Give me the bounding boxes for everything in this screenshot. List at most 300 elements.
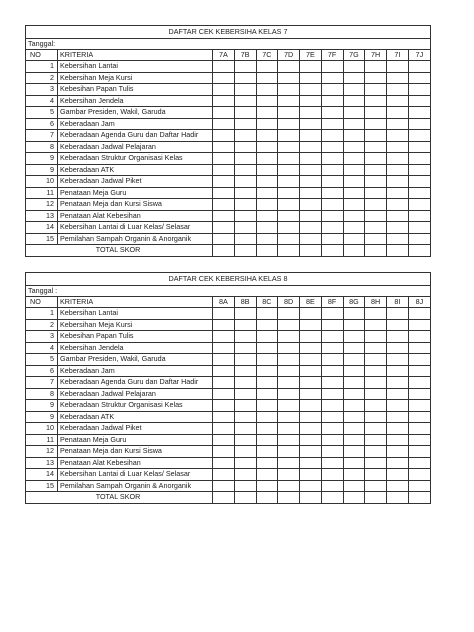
score-cell[interactable] <box>408 84 430 96</box>
score-cell[interactable] <box>408 457 430 469</box>
score-cell[interactable] <box>256 423 278 435</box>
score-cell[interactable] <box>365 222 387 234</box>
score-cell[interactable] <box>387 107 409 119</box>
score-cell[interactable] <box>234 210 256 222</box>
total-cell[interactable] <box>365 245 387 256</box>
score-cell[interactable] <box>408 210 430 222</box>
score-cell[interactable] <box>365 469 387 481</box>
score-cell[interactable] <box>387 469 409 481</box>
score-cell[interactable] <box>256 61 278 73</box>
score-cell[interactable] <box>387 72 409 84</box>
score-cell[interactable] <box>278 446 300 458</box>
score-cell[interactable] <box>256 354 278 366</box>
score-cell[interactable] <box>278 423 300 435</box>
score-cell[interactable] <box>343 388 365 400</box>
score-cell[interactable] <box>278 457 300 469</box>
score-cell[interactable] <box>387 176 409 188</box>
score-cell[interactable] <box>343 434 365 446</box>
score-cell[interactable] <box>321 480 343 492</box>
score-cell[interactable] <box>343 423 365 435</box>
score-cell[interactable] <box>387 210 409 222</box>
score-cell[interactable] <box>300 400 322 412</box>
score-cell[interactable] <box>321 95 343 107</box>
score-cell[interactable] <box>300 434 322 446</box>
score-cell[interactable] <box>343 377 365 389</box>
score-cell[interactable] <box>256 365 278 377</box>
score-cell[interactable] <box>343 233 365 245</box>
score-cell[interactable] <box>213 61 235 73</box>
score-cell[interactable] <box>408 342 430 354</box>
score-cell[interactable] <box>213 308 235 320</box>
total-cell[interactable] <box>321 492 343 503</box>
score-cell[interactable] <box>256 400 278 412</box>
score-cell[interactable] <box>408 153 430 165</box>
score-cell[interactable] <box>278 354 300 366</box>
score-cell[interactable] <box>343 400 365 412</box>
score-cell[interactable] <box>300 354 322 366</box>
score-cell[interactable] <box>387 319 409 331</box>
score-cell[interactable] <box>408 377 430 389</box>
score-cell[interactable] <box>343 331 365 343</box>
score-cell[interactable] <box>278 118 300 130</box>
score-cell[interactable] <box>387 95 409 107</box>
score-cell[interactable] <box>321 107 343 119</box>
score-cell[interactable] <box>387 308 409 320</box>
score-cell[interactable] <box>387 153 409 165</box>
score-cell[interactable] <box>343 446 365 458</box>
score-cell[interactable] <box>365 95 387 107</box>
score-cell[interactable] <box>300 331 322 343</box>
score-cell[interactable] <box>387 164 409 176</box>
score-cell[interactable] <box>343 457 365 469</box>
score-cell[interactable] <box>365 434 387 446</box>
score-cell[interactable] <box>365 176 387 188</box>
score-cell[interactable] <box>365 400 387 412</box>
score-cell[interactable] <box>387 199 409 211</box>
score-cell[interactable] <box>278 319 300 331</box>
score-cell[interactable] <box>300 95 322 107</box>
score-cell[interactable] <box>234 388 256 400</box>
score-cell[interactable] <box>321 446 343 458</box>
score-cell[interactable] <box>387 423 409 435</box>
score-cell[interactable] <box>321 469 343 481</box>
score-cell[interactable] <box>365 233 387 245</box>
score-cell[interactable] <box>234 95 256 107</box>
score-cell[interactable] <box>256 107 278 119</box>
score-cell[interactable] <box>321 72 343 84</box>
score-cell[interactable] <box>387 84 409 96</box>
score-cell[interactable] <box>408 72 430 84</box>
score-cell[interactable] <box>256 233 278 245</box>
score-cell[interactable] <box>234 354 256 366</box>
score-cell[interactable] <box>278 388 300 400</box>
score-cell[interactable] <box>256 118 278 130</box>
score-cell[interactable] <box>365 457 387 469</box>
score-cell[interactable] <box>343 199 365 211</box>
total-cell[interactable] <box>213 245 235 256</box>
score-cell[interactable] <box>408 308 430 320</box>
score-cell[interactable] <box>365 84 387 96</box>
score-cell[interactable] <box>387 222 409 234</box>
score-cell[interactable] <box>343 319 365 331</box>
score-cell[interactable] <box>213 457 235 469</box>
score-cell[interactable] <box>408 95 430 107</box>
score-cell[interactable] <box>234 141 256 153</box>
score-cell[interactable] <box>278 377 300 389</box>
score-cell[interactable] <box>387 365 409 377</box>
score-cell[interactable] <box>321 187 343 199</box>
score-cell[interactable] <box>278 222 300 234</box>
score-cell[interactable] <box>387 118 409 130</box>
score-cell[interactable] <box>300 61 322 73</box>
score-cell[interactable] <box>365 411 387 423</box>
score-cell[interactable] <box>278 308 300 320</box>
score-cell[interactable] <box>234 118 256 130</box>
score-cell[interactable] <box>256 331 278 343</box>
score-cell[interactable] <box>321 153 343 165</box>
score-cell[interactable] <box>321 176 343 188</box>
score-cell[interactable] <box>387 331 409 343</box>
score-cell[interactable] <box>408 130 430 142</box>
score-cell[interactable] <box>387 61 409 73</box>
score-cell[interactable] <box>234 308 256 320</box>
score-cell[interactable] <box>321 84 343 96</box>
score-cell[interactable] <box>234 107 256 119</box>
score-cell[interactable] <box>256 141 278 153</box>
score-cell[interactable] <box>343 107 365 119</box>
total-cell[interactable] <box>213 492 235 503</box>
score-cell[interactable] <box>256 222 278 234</box>
score-cell[interactable] <box>408 434 430 446</box>
score-cell[interactable] <box>365 61 387 73</box>
score-cell[interactable] <box>300 176 322 188</box>
score-cell[interactable] <box>387 130 409 142</box>
score-cell[interactable] <box>234 222 256 234</box>
score-cell[interactable] <box>408 354 430 366</box>
score-cell[interactable] <box>300 377 322 389</box>
score-cell[interactable] <box>278 187 300 199</box>
score-cell[interactable] <box>278 480 300 492</box>
score-cell[interactable] <box>234 164 256 176</box>
total-cell[interactable] <box>343 492 365 503</box>
score-cell[interactable] <box>321 164 343 176</box>
score-cell[interactable] <box>408 480 430 492</box>
score-cell[interactable] <box>278 84 300 96</box>
score-cell[interactable] <box>343 222 365 234</box>
score-cell[interactable] <box>321 199 343 211</box>
total-cell[interactable] <box>278 245 300 256</box>
score-cell[interactable] <box>365 164 387 176</box>
score-cell[interactable] <box>278 331 300 343</box>
score-cell[interactable] <box>278 365 300 377</box>
score-cell[interactable] <box>408 141 430 153</box>
score-cell[interactable] <box>300 423 322 435</box>
score-cell[interactable] <box>213 342 235 354</box>
score-cell[interactable] <box>365 308 387 320</box>
score-cell[interactable] <box>387 400 409 412</box>
score-cell[interactable] <box>387 434 409 446</box>
score-cell[interactable] <box>408 176 430 188</box>
score-cell[interactable] <box>256 342 278 354</box>
score-cell[interactable] <box>234 72 256 84</box>
score-cell[interactable] <box>213 400 235 412</box>
score-cell[interactable] <box>256 480 278 492</box>
total-cell[interactable] <box>234 492 256 503</box>
score-cell[interactable] <box>343 61 365 73</box>
score-cell[interactable] <box>408 331 430 343</box>
score-cell[interactable] <box>234 187 256 199</box>
score-cell[interactable] <box>365 365 387 377</box>
score-cell[interactable] <box>213 469 235 481</box>
score-cell[interactable] <box>408 388 430 400</box>
score-cell[interactable] <box>234 434 256 446</box>
score-cell[interactable] <box>408 222 430 234</box>
score-cell[interactable] <box>300 342 322 354</box>
score-cell[interactable] <box>256 446 278 458</box>
score-cell[interactable] <box>408 118 430 130</box>
score-cell[interactable] <box>343 84 365 96</box>
score-cell[interactable] <box>278 210 300 222</box>
total-cell[interactable] <box>300 492 322 503</box>
total-cell[interactable] <box>408 245 430 256</box>
score-cell[interactable] <box>365 388 387 400</box>
score-cell[interactable] <box>213 153 235 165</box>
score-cell[interactable] <box>234 61 256 73</box>
score-cell[interactable] <box>213 222 235 234</box>
score-cell[interactable] <box>213 331 235 343</box>
score-cell[interactable] <box>365 72 387 84</box>
score-cell[interactable] <box>321 61 343 73</box>
score-cell[interactable] <box>408 233 430 245</box>
score-cell[interactable] <box>408 61 430 73</box>
score-cell[interactable] <box>343 130 365 142</box>
score-cell[interactable] <box>278 176 300 188</box>
score-cell[interactable] <box>387 354 409 366</box>
score-cell[interactable] <box>234 457 256 469</box>
score-cell[interactable] <box>300 72 322 84</box>
score-cell[interactable] <box>278 72 300 84</box>
score-cell[interactable] <box>300 480 322 492</box>
score-cell[interactable] <box>300 446 322 458</box>
score-cell[interactable] <box>343 342 365 354</box>
score-cell[interactable] <box>321 423 343 435</box>
score-cell[interactable] <box>300 107 322 119</box>
score-cell[interactable] <box>234 423 256 435</box>
score-cell[interactable] <box>408 365 430 377</box>
score-cell[interactable] <box>321 118 343 130</box>
total-cell[interactable] <box>365 492 387 503</box>
score-cell[interactable] <box>234 365 256 377</box>
score-cell[interactable] <box>256 457 278 469</box>
score-cell[interactable] <box>213 118 235 130</box>
total-cell[interactable] <box>408 492 430 503</box>
score-cell[interactable] <box>365 342 387 354</box>
score-cell[interactable] <box>300 164 322 176</box>
score-cell[interactable] <box>321 434 343 446</box>
score-cell[interactable] <box>387 377 409 389</box>
score-cell[interactable] <box>278 342 300 354</box>
score-cell[interactable] <box>213 388 235 400</box>
score-cell[interactable] <box>213 411 235 423</box>
score-cell[interactable] <box>321 457 343 469</box>
score-cell[interactable] <box>256 130 278 142</box>
total-cell[interactable] <box>321 245 343 256</box>
score-cell[interactable] <box>234 480 256 492</box>
score-cell[interactable] <box>408 187 430 199</box>
score-cell[interactable] <box>300 199 322 211</box>
score-cell[interactable] <box>343 118 365 130</box>
score-cell[interactable] <box>343 187 365 199</box>
score-cell[interactable] <box>256 210 278 222</box>
score-cell[interactable] <box>234 377 256 389</box>
score-cell[interactable] <box>234 199 256 211</box>
score-cell[interactable] <box>321 308 343 320</box>
score-cell[interactable] <box>213 480 235 492</box>
score-cell[interactable] <box>408 400 430 412</box>
score-cell[interactable] <box>387 233 409 245</box>
score-cell[interactable] <box>234 84 256 96</box>
score-cell[interactable] <box>343 365 365 377</box>
score-cell[interactable] <box>300 187 322 199</box>
score-cell[interactable] <box>321 365 343 377</box>
score-cell[interactable] <box>365 331 387 343</box>
score-cell[interactable] <box>256 95 278 107</box>
score-cell[interactable] <box>213 130 235 142</box>
score-cell[interactable] <box>213 176 235 188</box>
score-cell[interactable] <box>300 469 322 481</box>
score-cell[interactable] <box>300 130 322 142</box>
score-cell[interactable] <box>321 319 343 331</box>
score-cell[interactable] <box>278 469 300 481</box>
score-cell[interactable] <box>365 118 387 130</box>
score-cell[interactable] <box>234 176 256 188</box>
score-cell[interactable] <box>321 141 343 153</box>
score-cell[interactable] <box>300 457 322 469</box>
score-cell[interactable] <box>278 107 300 119</box>
score-cell[interactable] <box>343 411 365 423</box>
score-cell[interactable] <box>213 365 235 377</box>
total-cell[interactable] <box>278 492 300 503</box>
score-cell[interactable] <box>213 199 235 211</box>
score-cell[interactable] <box>256 72 278 84</box>
score-cell[interactable] <box>300 84 322 96</box>
score-cell[interactable] <box>213 84 235 96</box>
score-cell[interactable] <box>256 153 278 165</box>
score-cell[interactable] <box>387 457 409 469</box>
score-cell[interactable] <box>321 354 343 366</box>
score-cell[interactable] <box>213 141 235 153</box>
score-cell[interactable] <box>387 446 409 458</box>
score-cell[interactable] <box>321 388 343 400</box>
score-cell[interactable] <box>213 354 235 366</box>
score-cell[interactable] <box>256 388 278 400</box>
score-cell[interactable] <box>213 446 235 458</box>
score-cell[interactable] <box>365 423 387 435</box>
score-cell[interactable] <box>321 233 343 245</box>
score-cell[interactable] <box>321 130 343 142</box>
score-cell[interactable] <box>256 377 278 389</box>
score-cell[interactable] <box>408 319 430 331</box>
score-cell[interactable] <box>321 411 343 423</box>
score-cell[interactable] <box>300 222 322 234</box>
score-cell[interactable] <box>365 153 387 165</box>
score-cell[interactable] <box>387 141 409 153</box>
score-cell[interactable] <box>300 319 322 331</box>
score-cell[interactable] <box>234 342 256 354</box>
score-cell[interactable] <box>365 354 387 366</box>
score-cell[interactable] <box>365 141 387 153</box>
score-cell[interactable] <box>343 141 365 153</box>
score-cell[interactable] <box>234 469 256 481</box>
score-cell[interactable] <box>234 411 256 423</box>
score-cell[interactable] <box>408 411 430 423</box>
score-cell[interactable] <box>365 446 387 458</box>
score-cell[interactable] <box>343 210 365 222</box>
score-cell[interactable] <box>256 434 278 446</box>
score-cell[interactable] <box>365 377 387 389</box>
score-cell[interactable] <box>343 95 365 107</box>
score-cell[interactable] <box>343 153 365 165</box>
score-cell[interactable] <box>365 199 387 211</box>
score-cell[interactable] <box>365 319 387 331</box>
total-cell[interactable] <box>343 245 365 256</box>
score-cell[interactable] <box>213 187 235 199</box>
score-cell[interactable] <box>234 400 256 412</box>
score-cell[interactable] <box>256 469 278 481</box>
score-cell[interactable] <box>387 388 409 400</box>
score-cell[interactable] <box>256 308 278 320</box>
score-cell[interactable] <box>408 446 430 458</box>
score-cell[interactable] <box>343 176 365 188</box>
score-cell[interactable] <box>213 95 235 107</box>
score-cell[interactable] <box>300 411 322 423</box>
score-cell[interactable] <box>256 199 278 211</box>
score-cell[interactable] <box>365 130 387 142</box>
score-cell[interactable] <box>213 210 235 222</box>
score-cell[interactable] <box>278 61 300 73</box>
score-cell[interactable] <box>408 469 430 481</box>
total-cell[interactable] <box>256 245 278 256</box>
score-cell[interactable] <box>278 233 300 245</box>
score-cell[interactable] <box>234 233 256 245</box>
score-cell[interactable] <box>213 377 235 389</box>
score-cell[interactable] <box>365 107 387 119</box>
score-cell[interactable] <box>321 342 343 354</box>
score-cell[interactable] <box>213 434 235 446</box>
score-cell[interactable] <box>278 400 300 412</box>
score-cell[interactable] <box>278 141 300 153</box>
score-cell[interactable] <box>321 210 343 222</box>
score-cell[interactable] <box>321 377 343 389</box>
score-cell[interactable] <box>213 423 235 435</box>
score-cell[interactable] <box>343 354 365 366</box>
total-cell[interactable] <box>234 245 256 256</box>
score-cell[interactable] <box>408 423 430 435</box>
score-cell[interactable] <box>234 331 256 343</box>
score-cell[interactable] <box>234 446 256 458</box>
total-cell[interactable] <box>256 492 278 503</box>
score-cell[interactable] <box>234 130 256 142</box>
score-cell[interactable] <box>408 164 430 176</box>
score-cell[interactable] <box>365 187 387 199</box>
score-cell[interactable] <box>300 233 322 245</box>
score-cell[interactable] <box>343 72 365 84</box>
score-cell[interactable] <box>213 233 235 245</box>
score-cell[interactable] <box>365 480 387 492</box>
score-cell[interactable] <box>343 164 365 176</box>
score-cell[interactable] <box>256 411 278 423</box>
score-cell[interactable] <box>300 308 322 320</box>
